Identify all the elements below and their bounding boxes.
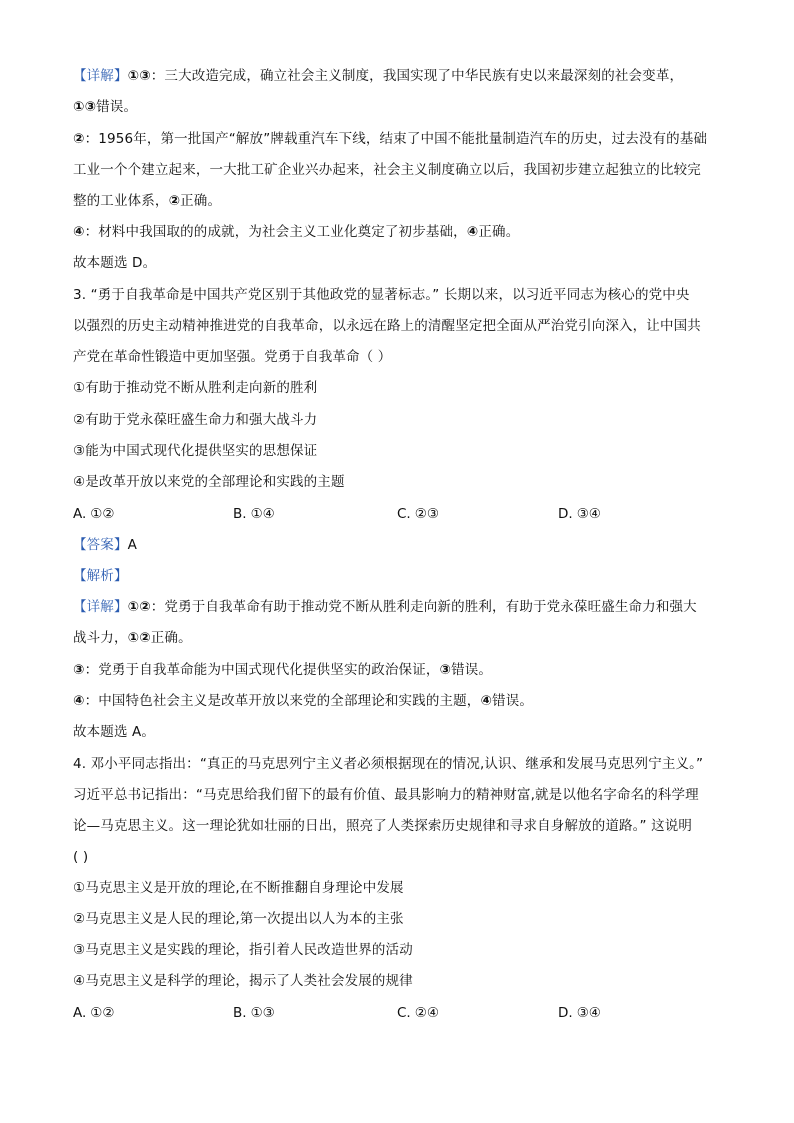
- text: 错误。: [451, 662, 493, 678]
- option-number: ④: [73, 693, 85, 709]
- q3-detail-line-4: [73, 691, 733, 711]
- option-number: ②: [168, 193, 181, 209]
- q3-conclusion: 故本题选 A。: [73, 724, 156, 740]
- text: ：党勇于自我革命有助于推动党不断从胜利走向新的胜利，有助于党永葆旺盛生命力和强大: [150, 599, 697, 615]
- q4-option-b: B. ①③: [233, 1005, 275, 1021]
- q3-statement-2: ②有助于党永葆旺盛生命力和强大战斗力: [73, 412, 318, 428]
- q4-option-a: A. ①②: [73, 1005, 115, 1021]
- q3-option-c: C. ②③: [397, 506, 439, 522]
- text: 工业一个个建立起来，一大批工矿企业兴办起来，社会主义制度确立以后，我国初步建立起独立的比较完: [73, 162, 701, 178]
- q2-detail-line-2: [73, 97, 733, 117]
- option-number: ①②: [127, 630, 151, 646]
- text: 正确。: [150, 630, 192, 646]
- detail-tag: 【详解】: [73, 599, 128, 615]
- q3-statement-3: ③能为中国式现代化提供坚实的思想保证: [73, 443, 318, 459]
- q2-detail-line-6: [73, 222, 733, 242]
- option-number: ①③: [127, 68, 151, 84]
- option-number: ④: [73, 224, 85, 240]
- option-number: ①②: [127, 599, 151, 615]
- answer-value: A: [127, 537, 137, 553]
- option-number: ③: [439, 662, 452, 678]
- answer-tag: 【答案】: [73, 537, 128, 553]
- option-number: ①③: [73, 99, 97, 115]
- q4-options: [73, 1003, 733, 1023]
- option-number: ②: [73, 131, 85, 147]
- text: 错误。: [96, 99, 138, 115]
- q2-detail-line-1: [73, 66, 733, 86]
- q3-stem-line-2: 以强烈的历史主动精神推进党的自我革命，以永远在路上的清醒坚定把全面从严治党引向深入，让中国共: [73, 318, 701, 334]
- text: 正确。: [180, 193, 222, 209]
- q2-detail-line-4: [73, 160, 733, 180]
- text: 战斗力，: [73, 630, 128, 646]
- q2-conclusion: 故本题选 D。: [73, 255, 157, 271]
- q3-analysis-tag: [73, 566, 733, 586]
- text: 整的工业体系，: [73, 193, 169, 209]
- text: ：党勇于自我革命能为中国式现代化提供坚实的政治保证，: [84, 662, 440, 678]
- text: ：材料中我国取的的成就，为社会主义工业化奠定了初步基础，: [84, 224, 467, 240]
- option-number: ③: [73, 662, 85, 678]
- q4-stem-line-4: ( ): [73, 849, 89, 865]
- q4-statement-4: ④马克思主义是科学的理论，揭示了人类社会发展的规律: [73, 973, 413, 989]
- q4-stem-line-3: 论—马克思主义。这一理论犹如壮丽的日出，照亮了人类探索历史规律和寻求自身解放的道路。” 这说明: [73, 818, 693, 834]
- analysis-tag: 【解析】: [73, 568, 128, 584]
- q3-detail-line-2: [73, 628, 733, 648]
- q3-stem-line-3: 产党在革命性锻造中更加坚强。党勇于自我革命（ ）: [73, 349, 392, 365]
- option-number: ④: [466, 224, 479, 240]
- q3-options: [73, 504, 733, 524]
- q3-detail-line-3: [73, 660, 733, 680]
- q3-option-d: D. ③④: [558, 506, 601, 522]
- text: 错误。: [492, 693, 533, 709]
- q3-option-b: B. ①④: [233, 506, 275, 522]
- q4-stem-line-1: 4. 邓小平同志指出：“真正的马克思列宁主义者必须根据现在的情况,认识、继承和发展马克思列宁主义。”: [73, 756, 704, 772]
- q2-detail-line-5: [73, 191, 733, 211]
- q4-stem-line-2: 习近平总书记指出：“马克思给我们留下的最有价值、最具影响力的精神财富,就是以他名字命名的科学理: [73, 787, 699, 803]
- q4-option-d: D. ③④: [558, 1005, 601, 1021]
- q4-statement-1: ①马克思主义是开放的理论,在不断推翻自身理论中发展: [73, 880, 404, 896]
- q4-option-c: C. ②④: [397, 1005, 439, 1021]
- option-number: ④: [480, 693, 493, 709]
- text: ：三大改造完成，确立社会主义制度，我国实现了中华民族有史以来最深刻的社会变革，: [150, 68, 684, 84]
- q4-statement-2: ②马克思主义是人民的理论,第一次提出以人为本的主张: [73, 911, 404, 927]
- q3-stem-line-1: 3. “勇于自我革命是中国共产党区别于其他政党的显著标志。” 长期以来，以习近平同志为核心的党中央: [73, 287, 690, 303]
- q3-detail-line-1: [73, 597, 733, 617]
- q3-answer: [73, 535, 733, 555]
- q3-statement-4: ④是改革开放以来党的全部理论和实践的主题: [73, 474, 345, 490]
- q4-statement-3: ③马克思主义是实践的理论，指引着人民改造世界的活动: [73, 942, 413, 958]
- text: ：1956年，第一批国产“解放”牌载重汽车下线，结束了中国不能批量制造汽车的历史，过去没有的基础: [84, 131, 708, 147]
- q2-detail-line-3: [73, 129, 733, 149]
- text: ：中国特色社会主义是改革开放以来党的全部理论和实践的主题，: [84, 693, 481, 709]
- q3-option-a: A. ①②: [73, 506, 115, 522]
- detail-tag: 【详解】: [73, 68, 128, 84]
- q3-statement-1: ①有助于推动党不断从胜利走向新的胜利: [73, 380, 318, 396]
- text: 正确。: [478, 224, 520, 240]
